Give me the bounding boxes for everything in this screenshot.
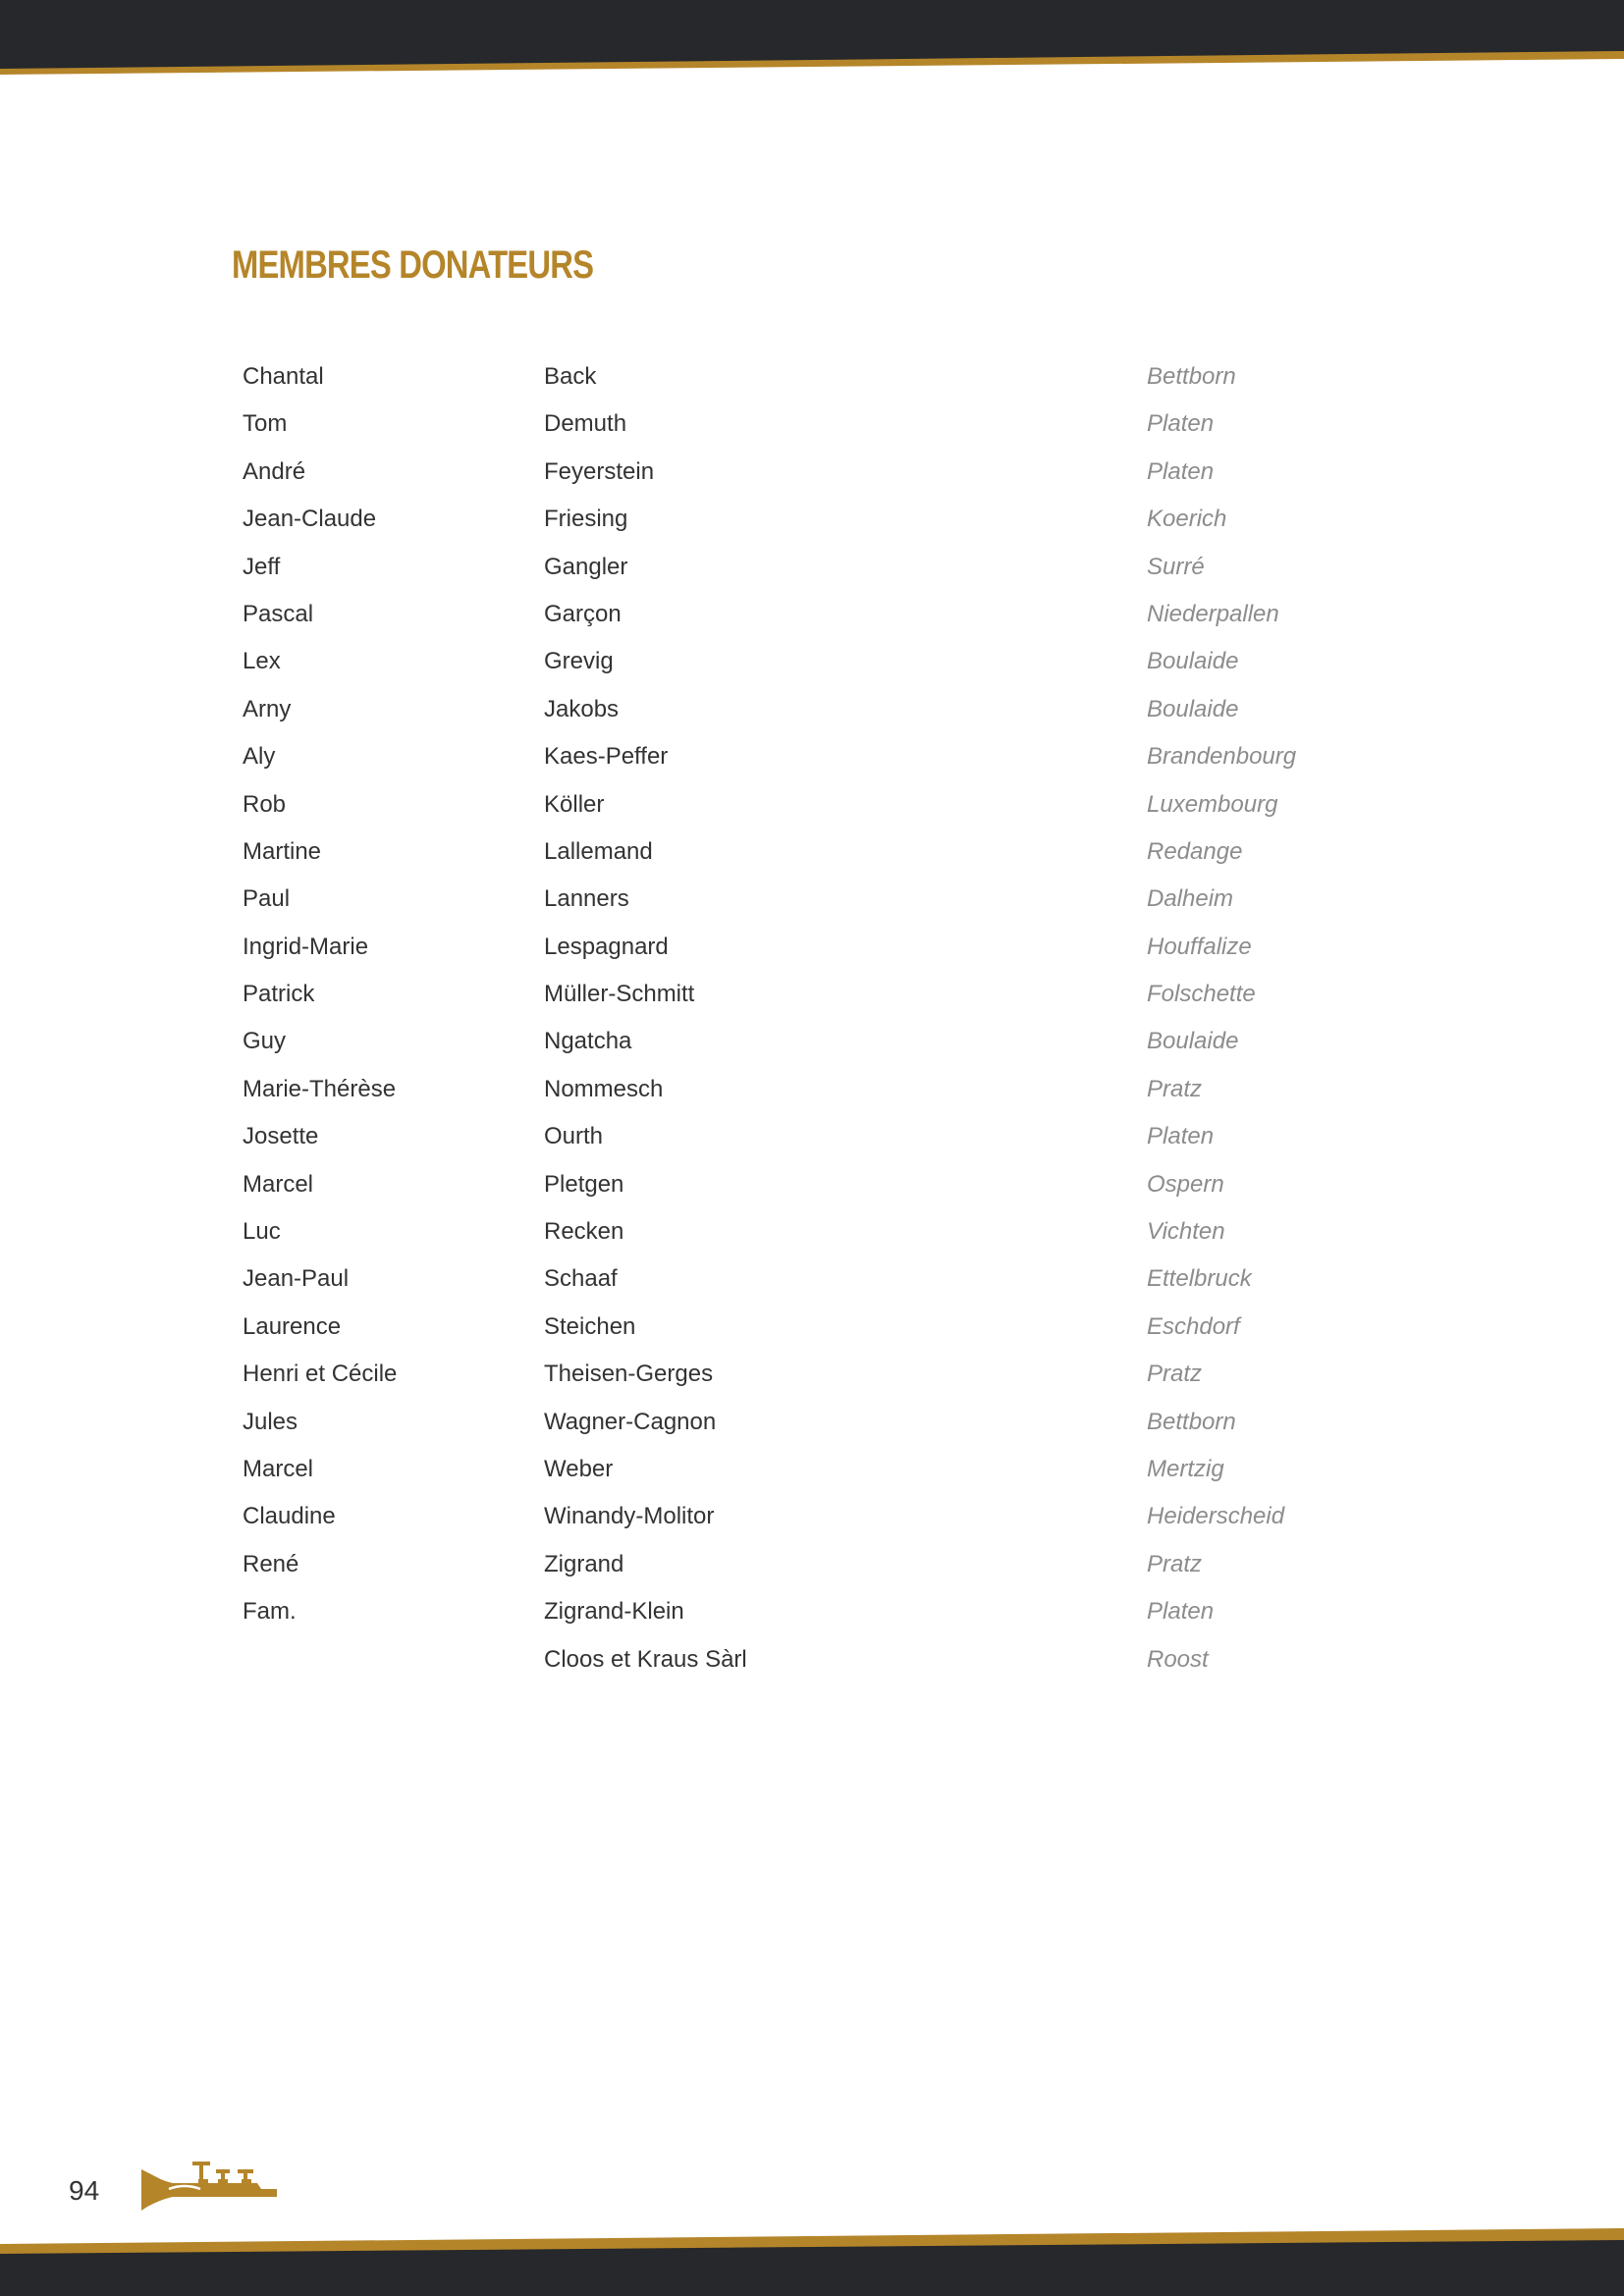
- donor-last-name: Schaaf: [544, 1265, 618, 1293]
- donor-row: [0, 828, 1624, 876]
- donor-first-name: Jean-Paul: [243, 1265, 350, 1293]
- donor-first-name: André: [243, 457, 306, 485]
- donor-row: [0, 1588, 1624, 1635]
- donor-first-name: Laurence: [243, 1312, 342, 1340]
- trumpet-logo-icon: [139, 2156, 277, 2211]
- donor-city: Platen: [1147, 1598, 1215, 1626]
- donor-first-name: Pascal: [243, 600, 314, 627]
- donor-last-name: Zigrand: [544, 1550, 624, 1577]
- donor-last-name: Demuth: [544, 410, 627, 438]
- donor-first-name: Marie-Thérèse: [243, 1075, 397, 1102]
- donor-first-name: Paul: [243, 885, 291, 913]
- donor-city: Folschette: [1147, 981, 1256, 1008]
- donor-first-name: Claudine: [243, 1503, 336, 1530]
- donor-last-name: Weber: [544, 1455, 614, 1482]
- donor-city: Boulaide: [1147, 1028, 1239, 1055]
- donor-row: [0, 1113, 1624, 1160]
- donor-city: Vichten: [1147, 1218, 1225, 1246]
- donor-row: [0, 1018, 1624, 1065]
- donor-last-name: Ngatcha: [544, 1028, 632, 1055]
- donor-first-name: René: [243, 1550, 299, 1577]
- donor-first-name: Luc: [243, 1218, 281, 1246]
- donor-last-name: Garçon: [544, 600, 622, 627]
- donor-row: [0, 1446, 1624, 1493]
- donor-first-name: Josette: [243, 1123, 319, 1150]
- donor-row: [0, 496, 1624, 543]
- donor-city: Luxembourg: [1147, 790, 1278, 818]
- donor-last-name: Jakobs: [544, 695, 620, 722]
- donor-city: Brandenbourg: [1147, 743, 1297, 771]
- page-title: MEMBRES DONATEURS: [232, 243, 594, 287]
- donor-first-name: Fam.: [243, 1598, 297, 1626]
- donor-row: [0, 1351, 1624, 1398]
- donor-last-name: Kaes-Peffer: [544, 743, 669, 771]
- donor-last-name: Winandy-Molitor: [544, 1503, 715, 1530]
- donor-row: [0, 353, 1624, 400]
- donor-row: [0, 733, 1624, 780]
- donor-first-name: Jules: [243, 1408, 298, 1435]
- bottom-decorative-band: [0, 2228, 1624, 2296]
- donor-city: Boulaide: [1147, 648, 1239, 675]
- donor-row: [0, 971, 1624, 1018]
- donor-city: Pratz: [1147, 1075, 1203, 1102]
- donor-row: [0, 1304, 1624, 1351]
- donor-first-name: Guy: [243, 1028, 287, 1055]
- donor-row: [0, 544, 1624, 591]
- donor-last-name: Feyerstein: [544, 457, 655, 485]
- donor-last-name: Gangler: [544, 553, 628, 580]
- donor-last-name: Steichen: [544, 1312, 636, 1340]
- donor-row: [0, 1493, 1624, 1540]
- donor-row: [0, 400, 1624, 448]
- donor-last-name: Wagner-Cagnon: [544, 1408, 717, 1435]
- donor-last-name: Back: [544, 363, 597, 390]
- donor-first-name: Jeff: [243, 553, 281, 580]
- donor-first-name: Jean-Claude: [243, 506, 377, 533]
- donor-row: [0, 781, 1624, 828]
- donor-last-name: Recken: [544, 1218, 624, 1246]
- donor-city: Dalheim: [1147, 885, 1234, 913]
- donor-row: [0, 1399, 1624, 1446]
- donor-last-name: Lallemand: [544, 837, 653, 865]
- donor-city: Platen: [1147, 1123, 1215, 1150]
- top-decorative-band: [0, 0, 1624, 79]
- donor-city: Bettborn: [1147, 1408, 1236, 1435]
- donor-row: [0, 1255, 1624, 1303]
- donor-city: Mertzig: [1147, 1455, 1224, 1482]
- donor-city: Eschdorf: [1147, 1312, 1240, 1340]
- donor-city: Platen: [1147, 410, 1215, 438]
- donor-row: [0, 924, 1624, 971]
- donor-row: [0, 1541, 1624, 1588]
- donor-row: [0, 1636, 1624, 1683]
- donor-last-name: Lanners: [544, 885, 629, 913]
- donor-first-name: Tom: [243, 410, 288, 438]
- donor-city: Ettelbruck: [1147, 1265, 1252, 1293]
- donor-first-name: Marcel: [243, 1170, 314, 1198]
- donor-row: [0, 1208, 1624, 1255]
- donor-city: Platen: [1147, 457, 1215, 485]
- donor-last-name: Ourth: [544, 1123, 604, 1150]
- donor-city: Heiderscheid: [1147, 1503, 1285, 1530]
- donor-first-name: Rob: [243, 790, 287, 818]
- donor-row: [0, 591, 1624, 638]
- donor-last-name: Müller-Schmitt: [544, 981, 695, 1008]
- donor-row: [0, 1066, 1624, 1113]
- donor-list: [0, 353, 1624, 1683]
- donor-row: [0, 1161, 1624, 1208]
- page-number: 94: [69, 2175, 100, 2206]
- donor-city: Bettborn: [1147, 363, 1236, 390]
- donor-last-name: Cloos et Kraus Sàrl: [544, 1645, 747, 1673]
- donor-last-name: Friesing: [544, 506, 628, 533]
- donor-last-name: Köller: [544, 790, 605, 818]
- donor-last-name: Zigrand-Klein: [544, 1598, 684, 1626]
- donor-first-name: Arny: [243, 695, 292, 722]
- donor-city: Roost: [1147, 1645, 1209, 1673]
- donor-first-name: Patrick: [243, 981, 315, 1008]
- donor-city: Koerich: [1147, 506, 1227, 533]
- donor-row: [0, 638, 1624, 685]
- donor-city: Pratz: [1147, 1550, 1203, 1577]
- donor-city: Redange: [1147, 837, 1243, 865]
- donor-last-name: Grevig: [544, 648, 614, 675]
- donor-first-name: Chantal: [243, 363, 324, 390]
- donor-last-name: Nommesch: [544, 1075, 664, 1102]
- donor-first-name: Henri et Cécile: [243, 1361, 398, 1388]
- donor-first-name: Martine: [243, 837, 322, 865]
- donor-last-name: Theisen-Gerges: [544, 1361, 714, 1388]
- donor-city: Niederpallen: [1147, 600, 1279, 627]
- donor-last-name: Lespagnard: [544, 933, 669, 960]
- donor-row: [0, 449, 1624, 496]
- donor-city: Boulaide: [1147, 695, 1239, 722]
- donor-city: Surré: [1147, 553, 1205, 580]
- donor-first-name: Lex: [243, 648, 281, 675]
- donor-first-name: Ingrid-Marie: [243, 933, 369, 960]
- donor-city: Houffalize: [1147, 933, 1252, 960]
- donor-city: Pratz: [1147, 1361, 1203, 1388]
- donor-row: [0, 876, 1624, 923]
- donor-city: Ospern: [1147, 1170, 1224, 1198]
- donor-first-name: Aly: [243, 743, 276, 771]
- donor-row: [0, 686, 1624, 733]
- donor-last-name: Pletgen: [544, 1170, 624, 1198]
- donor-first-name: Marcel: [243, 1455, 314, 1482]
